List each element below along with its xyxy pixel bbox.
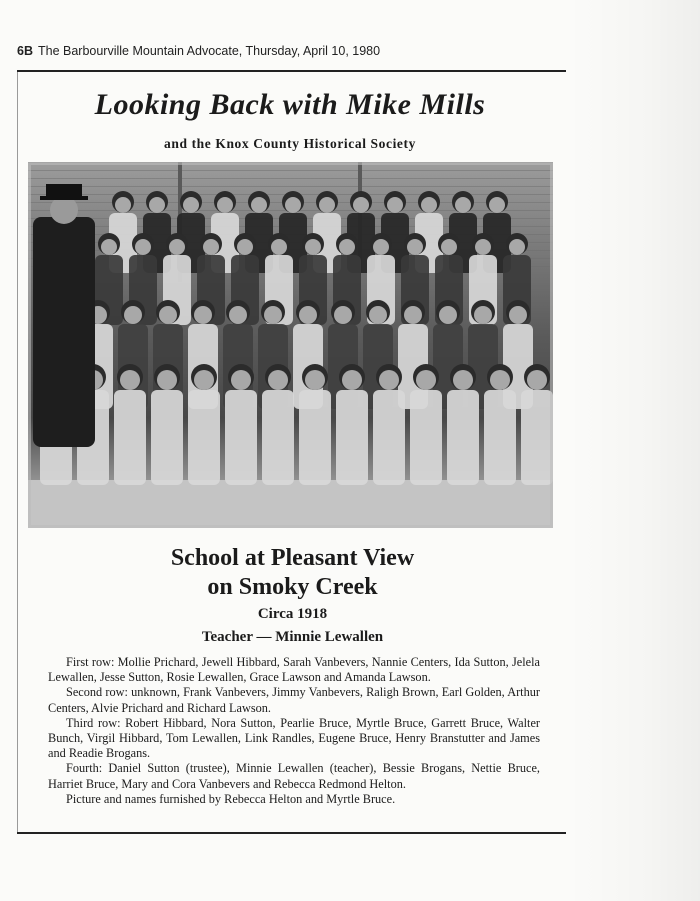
person-face [373, 239, 389, 255]
person-face [194, 306, 212, 324]
hat-brim [40, 196, 88, 200]
person-face [509, 239, 525, 255]
person-face [455, 197, 471, 213]
paragraph-third-row: Third row: Robert Hibbard, Nora Sutton, Pearlie Bruce, Myrtle Bruce, Garrett Bruce, Walter Bunch, Virgil Hibbard, Tom Lewallen, Link Randles, Eugene Bruce, Henry Branstutter and James and Readie Brogans. [48, 715, 540, 761]
person-body [262, 390, 294, 485]
person-body [336, 390, 368, 485]
person-face [251, 197, 267, 213]
person-face [474, 306, 492, 324]
person-body [373, 390, 405, 485]
person-face [115, 197, 131, 213]
person-face [268, 370, 288, 390]
person-face [237, 239, 253, 255]
person-face [183, 197, 199, 213]
person-face [157, 370, 177, 390]
adult-figure-face [50, 196, 78, 224]
page-number: 6B [17, 44, 33, 58]
page-header [17, 44, 577, 58]
person-face [169, 239, 185, 255]
person-face [305, 239, 321, 255]
subheadline: and the Knox County Historical Society [164, 136, 416, 151]
person-face [353, 197, 369, 213]
person-body [484, 390, 516, 485]
person-face [217, 197, 233, 213]
person-face [135, 239, 151, 255]
scan-shadow [568, 0, 700, 901]
paragraph-first-row: First row: Mollie Prichard, Jewell Hibbard, Sarah Vanbevers, Nannie Centers, Ida Sutton, Jelela Lewallen, Jesse Sutton, Rosie Lewallen, Grace Lawson and Amanda Lawson. [48, 655, 540, 685]
person-body [521, 390, 553, 485]
hat-icon [46, 184, 82, 198]
person-face [264, 306, 282, 324]
adult-figure-body [33, 217, 95, 447]
ground [28, 480, 553, 528]
person-face [229, 306, 247, 324]
caption-teacher: Teacher — Minnie Lewallen [201, 629, 384, 645]
wall-board-line [28, 170, 553, 171]
wall-board-line [28, 178, 553, 179]
bottom-rule [17, 832, 566, 834]
caption-title-line1: School at Pleasant View [170, 545, 415, 571]
person-face [369, 306, 387, 324]
person-face [319, 197, 335, 213]
person-face [159, 306, 177, 324]
person-body [410, 390, 442, 485]
person-face [305, 370, 325, 390]
paragraph-credit: Picture and names furnished by Rebecca Helton and Myrtle Bruce. [66, 791, 396, 806]
person-face [285, 197, 301, 213]
person-body [225, 390, 257, 485]
paragraph-second-row: Second row: unknown, Frank Vanbevers, Jimmy Vanbevers, Raligh Brown, Earl Golden, Arthur Centers, Alvie Prichard and Richard Lawson. [48, 685, 540, 715]
person-face [439, 306, 457, 324]
person-face [339, 239, 355, 255]
person-face [490, 370, 510, 390]
wall-board-line [28, 186, 553, 187]
person-face [489, 197, 505, 213]
person-body [299, 390, 331, 485]
top-rule [17, 70, 566, 72]
person-face [149, 197, 165, 213]
person-face [124, 306, 142, 324]
person-face [509, 306, 527, 324]
person-face [475, 239, 491, 255]
person-face [299, 306, 317, 324]
person-face [231, 370, 251, 390]
school-group-photo [28, 162, 553, 528]
caption-circa: Circa 1918 [257, 606, 328, 622]
person-face [453, 370, 473, 390]
person-face [379, 370, 399, 390]
person-face [101, 239, 117, 255]
person-face [120, 370, 140, 390]
person-face [407, 239, 423, 255]
person-body [447, 390, 479, 485]
person-face [387, 197, 403, 213]
photo-illustration [28, 162, 553, 528]
person-face [271, 239, 287, 255]
left-rule [17, 72, 18, 834]
headline: Looking Back with Mike Mills [94, 88, 486, 121]
caption-title-line2: on Smoky Creek [207, 574, 378, 600]
person-face [404, 306, 422, 324]
article-body [48, 655, 540, 807]
person-face [203, 239, 219, 255]
person-body [188, 390, 220, 485]
person-face [441, 239, 457, 255]
person-face [334, 306, 352, 324]
paragraph-fourth-row: Fourth: Daniel Sutton (trustee), Minnie Lewallen (teacher), Bessie Brogans, Nettie Bruce, Harriet Bruce, Mary and Cora Vanbevers and Rebecca Redmond Helton. [48, 761, 540, 791]
person-body [151, 390, 183, 485]
publication-line: The Barbourville Mountain Advocate, Thursday, April 10, 1980 [37, 44, 381, 58]
caption-title [80, 544, 505, 602]
person-body [114, 390, 146, 485]
person-face [416, 370, 436, 390]
person-face [421, 197, 437, 213]
person-face [527, 370, 547, 390]
person-face [194, 370, 214, 390]
person-face [342, 370, 362, 390]
